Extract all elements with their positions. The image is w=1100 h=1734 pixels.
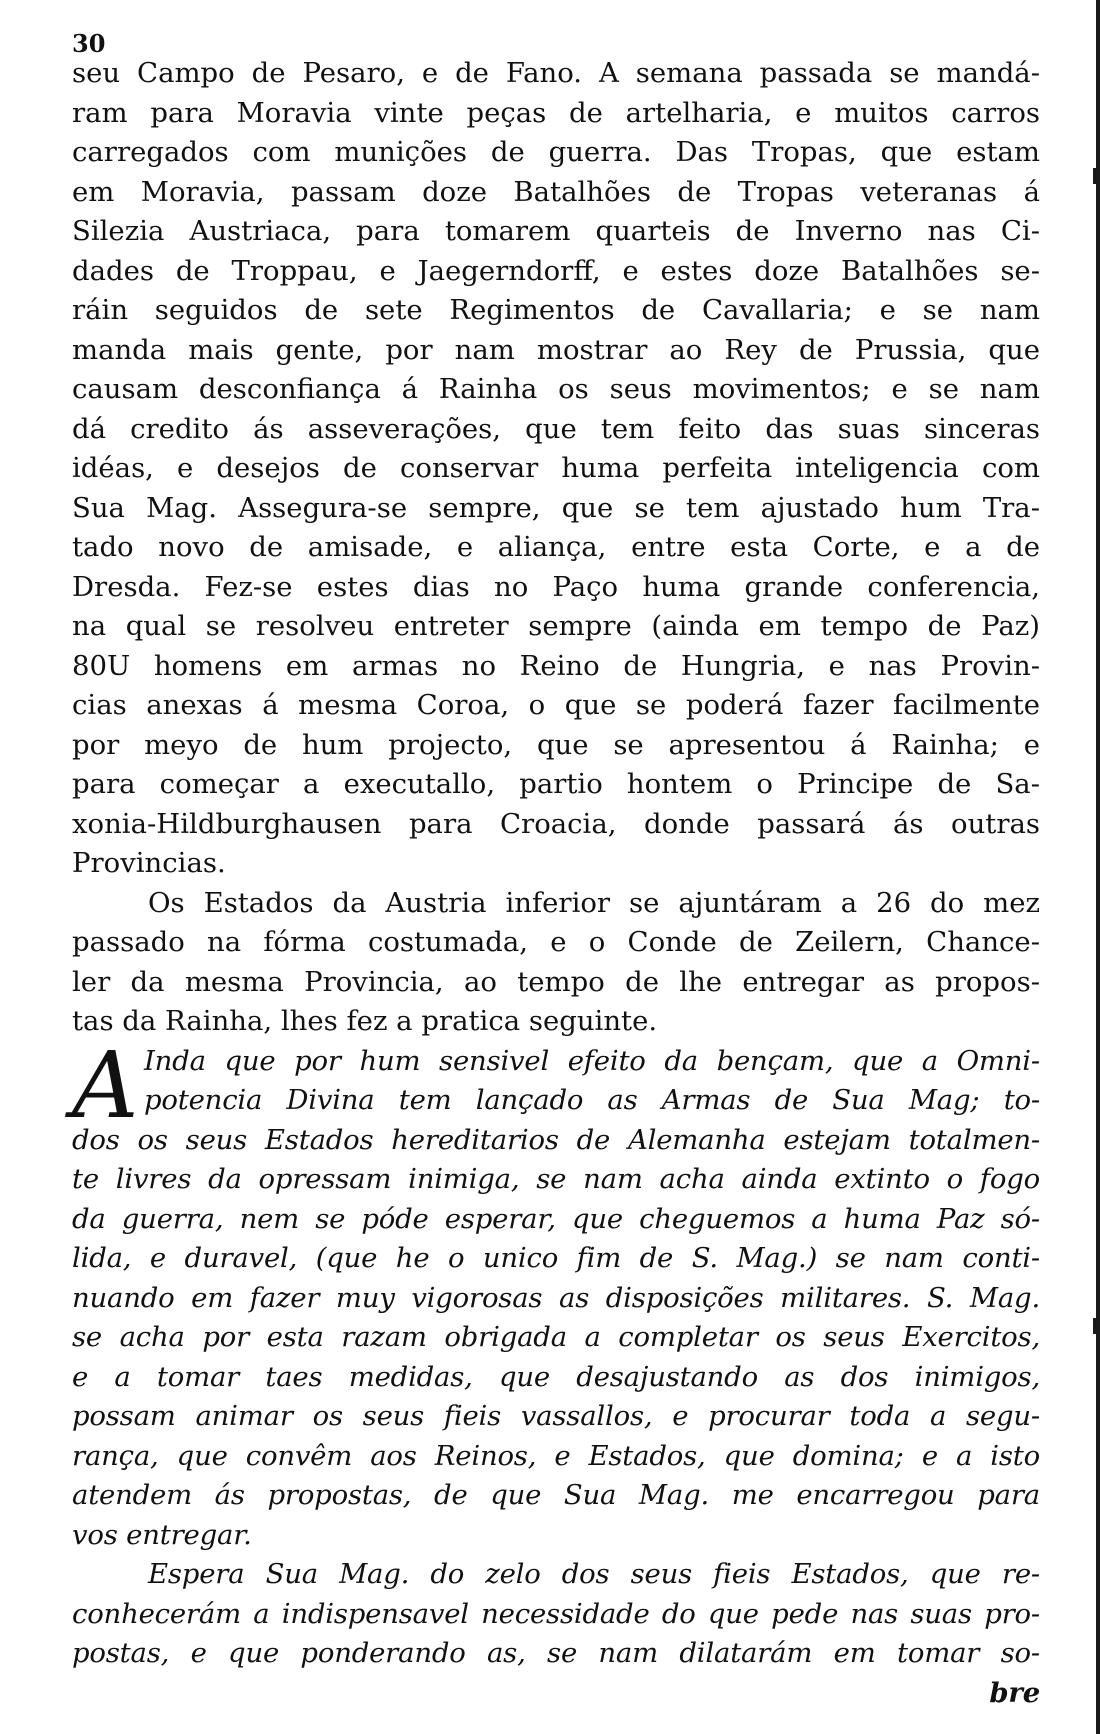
paragraph-news-report (72, 54, 1040, 884)
text-line: potencia Divina tem lançado as Armas de Sua Mag; to- (144, 1084, 1040, 1116)
speech-paragraph-1 (72, 1031, 1040, 1556)
text-line: idéas, e desejos de conservar huma perfeita inteligencia com (72, 452, 1040, 484)
page-edge-mark (1093, 168, 1100, 184)
text-line: dá credito ás asseverações, que tem feito das suas sinceras (72, 412, 1040, 445)
text-column (72, 54, 1040, 1713)
drop-cap: A (72, 1031, 139, 1139)
text-line: Inda que por hum sensivel efeito da bençam, que a Omni- (144, 1044, 1040, 1077)
text-line: cias anexas á mesma Coroa, o que se poderá fazer facilmente (72, 689, 1040, 721)
text-line: Os Estados da Austria inferior se ajuntáram a 26 do mez (148, 886, 1040, 919)
text-line: Espera Sua Mag. do zelo dos seus fieis Estados, que re- (148, 1558, 1040, 1590)
text-line: ram para Moravia vinte peças de artelharia, e muitos carros (72, 96, 1040, 129)
text-line: nuando em fazer muy vigorosas as disposições militares. S. Mag. (72, 1281, 1040, 1314)
text-line: Provincias. (72, 847, 226, 879)
text-line: para começar a executallo, partio hontem o Principe de Sa- (72, 768, 1040, 800)
text-line: te livres da opressam inimiga, se nam acha ainda extinto o fogo (72, 1163, 1040, 1195)
text-line: 80U homens em armas no Reino de Hungria, e nas Provin- (72, 649, 1040, 682)
text-line: dos os seus Estados hereditarios de Alemanha estejam totalmen- (72, 1123, 1040, 1156)
text-line: causam desconfiança á Rainha os seus movimentos; e se nam (72, 373, 1040, 405)
text-line: se acha por esta razam obrigada a completar os seus Exercitos, (72, 1321, 1040, 1353)
text-line: lida, e duravel, (que he o unico fim de S. Mag.) se nam conti- (72, 1242, 1040, 1274)
text-line: Sua Mag. Assegura-se sempre, que se tem ajustado hum Tra- (72, 491, 1040, 524)
text-line: carregados com munições de guerra. Das Tropas, que estam (72, 136, 1040, 168)
catchword: bre (989, 1676, 1040, 1709)
paragraph-estados-austria (72, 884, 1040, 1042)
text-line: vos entregar. (72, 1518, 252, 1551)
text-line: manda mais gente, por nam mostrar ao Rey de Prussia, que (72, 333, 1040, 366)
text-line: tas da Rainha, lhes fez a pratica seguinte. (72, 1005, 658, 1037)
speech-paragraph-2 (72, 1555, 1040, 1713)
page-number: 30 (72, 29, 106, 58)
text-line: possam animar os seus fieis vassallos, e procurar toda a segu- (72, 1400, 1040, 1432)
text-line: ráin seguidos de sete Regimentos de Cavallaria; e se nam (72, 294, 1040, 326)
text-line: da guerra, nem se póde esperar, que cheguemos a huma Paz só- (72, 1202, 1040, 1235)
text-line: e a tomar taes medidas, que desajustando as dos inimigos, (72, 1360, 1040, 1393)
page-edge-mark (1093, 1318, 1100, 1334)
text-line: por meyo de hum projecto, que se apresentou á Rainha; e (72, 728, 1040, 761)
text-line: postas, e que ponderando as, se nam dilatarám em tomar so- (72, 1637, 1040, 1669)
text-line: tado novo de amisade, e aliança, entre esta Corte, e a de (72, 531, 1040, 563)
text-line: passado na fórma costumada, e o Conde de Zeilern, Chance- (72, 926, 1040, 958)
text-line: na qual se resolveu entreter sempre (ainda em tempo de Paz) (72, 610, 1040, 642)
document-page (72, 29, 1040, 1722)
text-line: em Moravia, passam doze Batalhões de Tropas veteranas á (72, 175, 1040, 208)
text-line: conhecerám a indispensavel necessidade do que pede nas suas pro- (72, 1597, 1040, 1630)
text-line: ler da mesma Provincia, ao tempo de lhe entregar as propos- (72, 965, 1040, 998)
text-line: dades de Troppau, e Jaegerndorff, e estes doze Batalhões se- (72, 254, 1040, 287)
text-line: rança, que convêm aos Reinos, e Estados, que domina; e a isto (72, 1439, 1040, 1472)
page-edge-border (1096, 0, 1100, 1734)
text-line: seu Campo de Pesaro, e de Fano. A semana passada se mandá- (72, 57, 1040, 89)
text-line: Dresda. Fez-se estes dias no Paço huma grande conferencia, (72, 570, 1040, 603)
text-line: Silezia Austriaca, para tomarem quarteis de Inverno nas Ci- (72, 215, 1040, 247)
text-line: atendem ás propostas, de que Sua Mag. me encarregou para (72, 1479, 1040, 1511)
text-line: xonia-Hildburghausen para Croacia, donde passará ás outras (72, 807, 1040, 840)
